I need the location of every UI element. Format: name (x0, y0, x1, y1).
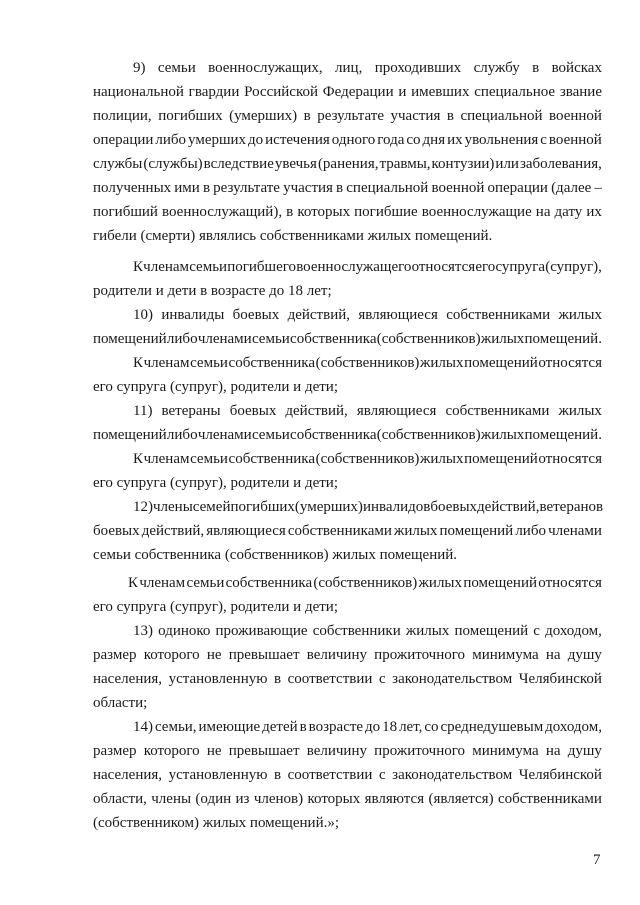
text-line: его супруга (супруг), родители и дети; (93, 599, 338, 615)
text-line: размер которого не превышает величину прожиточного минимума на душу (93, 743, 602, 759)
text-line: 11) ветераны боевых действий, являющиеся собственниками жилых (133, 403, 602, 419)
text-line: 9) семьи военнослужащих, лиц, проходивших службу в войсках (133, 60, 602, 76)
text-line: его супруга (супруг), родители и дети; (93, 475, 338, 491)
text-line: боевых действий, являющиеся собственниками жилых помещений либо членами (93, 523, 602, 539)
text-line: размер которого не превышает величину прожиточного минимума на душу (93, 647, 602, 663)
text-line: области; (93, 695, 148, 711)
text-line: К членам семьи собственника (собственников) жилых помещений относятся (133, 355, 602, 371)
text-line: (собственником) жилых помещений.»; (93, 815, 340, 831)
text-line: населения, установленную в соответствии с законодательством Челябинской (93, 767, 602, 783)
text-line: погибший военнослужащий), в которых погибшие военнослужащие на дату их (93, 204, 602, 220)
text-line: 12) члены семей погибших (умерших) инвалидов боевых действий, ветеранов (133, 499, 604, 515)
text-line: его супруга (супруг), родители и дети; (93, 379, 338, 395)
text-line: 13) одиноко проживающие собственники жилых помещений с доходом, (133, 623, 602, 639)
page-number: 7 (593, 852, 601, 868)
text-line: К членам семьи собственника (собственников) жилых помещений относятся (128, 575, 602, 591)
text-line: К членам семьи собственника (собственников) жилых помещений относятся (133, 451, 602, 467)
text-line: полученных ими в результате участия в специальной военной операции (далее – (93, 180, 602, 196)
text-line: 10) инвалиды боевых действий, являющиеся собственниками жилых (133, 307, 602, 323)
text-line: К членам семьи погибшего военнослужащего относятся его супруга (супруг), (133, 259, 602, 275)
text-line: населения, установленную в соответствии с законодательством Челябинской (93, 671, 602, 687)
text-line: 14) семьи, имеющие детей в возрасте до 18 лет, со среднедушевым доходом, (133, 719, 602, 735)
text-line: семьи собственника (собственников) жилых помещений. (93, 547, 458, 563)
text-line: гибели (смерти) являлись собственниками жилых помещений. (93, 228, 493, 244)
text-line: национальной гвардии Российской Федерации и имевших специальное звание (93, 84, 602, 100)
text-line: помещений либо членами семьи собственника (собственников) жилых помещений. (93, 427, 602, 443)
text-line: службы (службы) вследствие увечья (ранения, травмы, контузии) или заболевания, (93, 156, 602, 172)
text-line: помещений либо членами семьи собственника (собственников) жилых помещений. (93, 331, 602, 347)
text-line: области, члены (один из членов) которых являются (является) собственниками (93, 791, 602, 807)
text-line: операции либо умерших до истечения одного года со дня их увольнения с военной (93, 132, 602, 148)
text-line: полиции, погибших (умерших) в результате участия в специальной военной (93, 108, 602, 124)
text-line: родители и дети в возрасте до 18 лет; (93, 283, 332, 299)
